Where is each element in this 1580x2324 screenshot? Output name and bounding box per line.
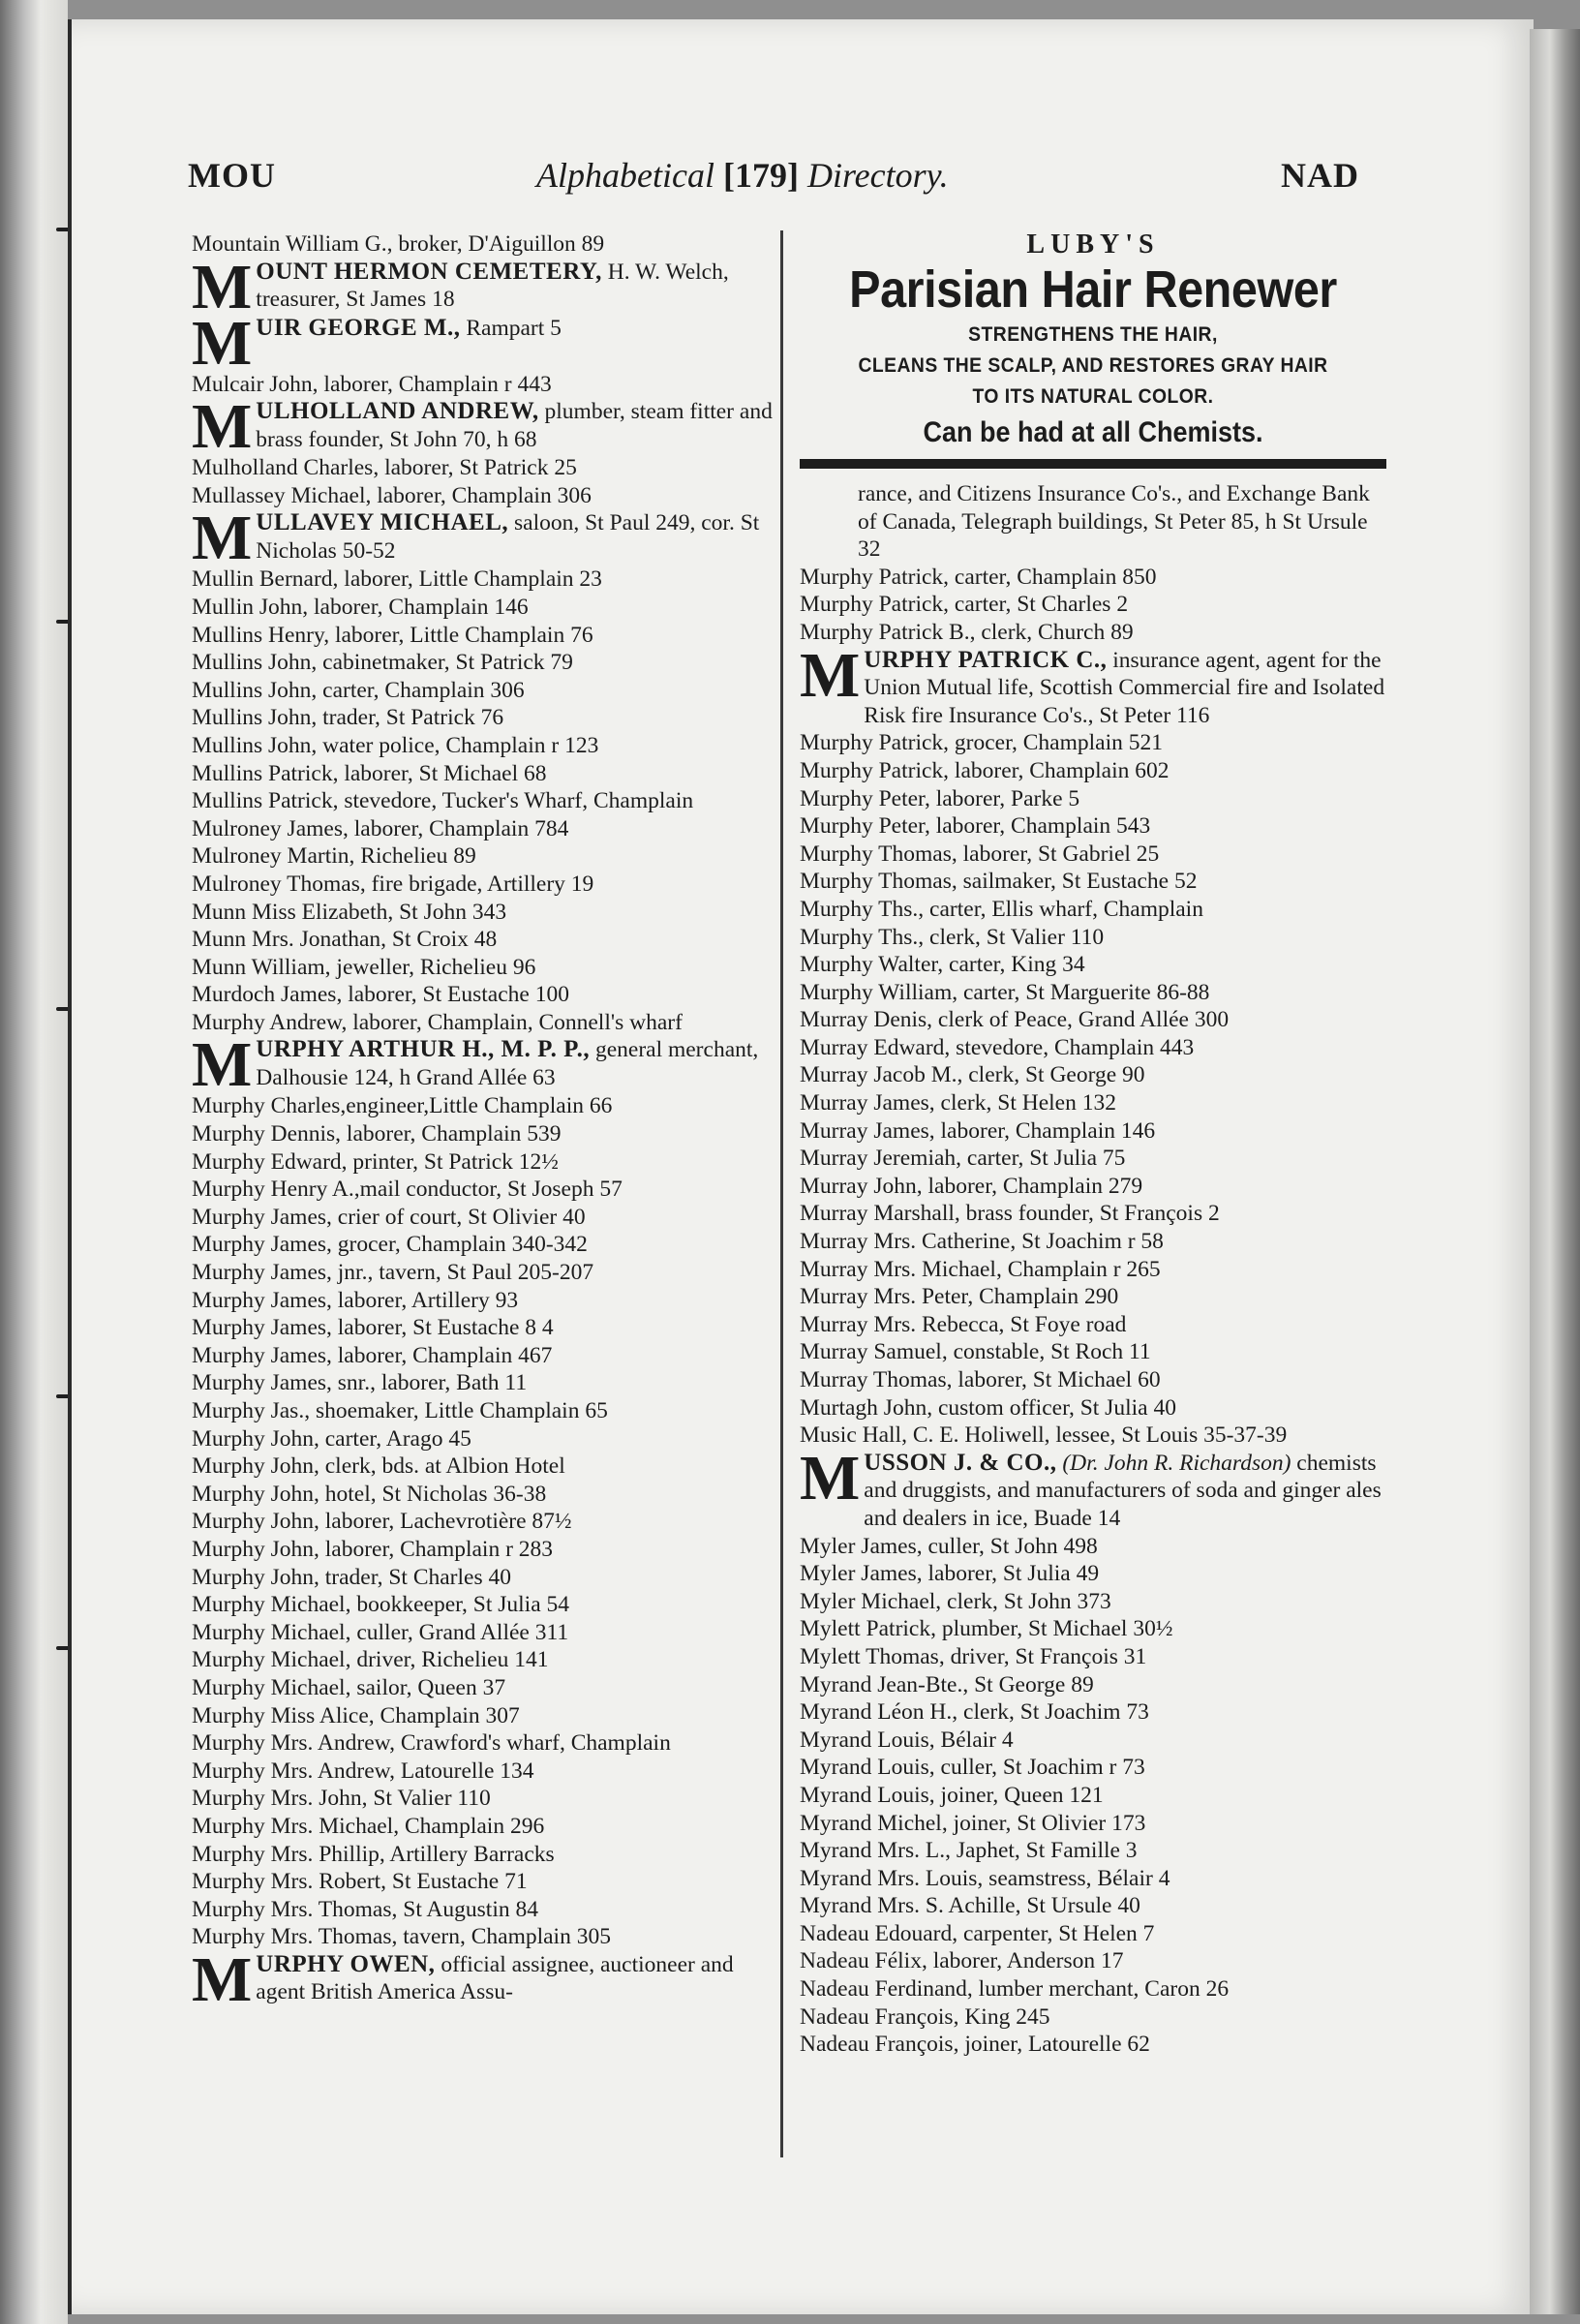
directory-entry: Murphy James, laborer, St Eustache 8 4 — [192, 1315, 554, 1341]
directory-entry: Myrand Jean-Bte., St George 89 — [800, 1671, 1094, 1697]
directory-entry: Murphy Mrs. Phillip, Artillery Barracks — [192, 1841, 555, 1867]
directory-entry: Murphy Patrick, grocer, Champlain 521 — [800, 730, 1163, 756]
directory-entry: Murphy Ths., carter, Ellis wharf, Champlain — [800, 896, 1203, 922]
display-details: general merchant, Dalhousie 124, h Grand Allée 63 — [256, 1037, 759, 1091]
directory-entry: Myrand Mrs. Louis, seamstress, Bélair 4 — [800, 1865, 1170, 1891]
directory-entry: Nadeau Edouard, carpenter, St Helen 7 — [800, 1920, 1155, 1946]
directory-entry: Murphy James, laborer, Champlain 467 — [192, 1342, 553, 1368]
directory-entry: Murray Mrs. Michael, Champlain r 265 — [800, 1256, 1161, 1282]
directory-entry: Munn William, jeweller, Richelieu 96 — [192, 954, 536, 980]
display-italic: (Dr. John R. Richardson) — [1056, 1450, 1291, 1476]
directory-entry: Murray James, laborer, Champlain 146 — [800, 1117, 1156, 1144]
directory-entry: Mullins John, water police, Champlain r 123 — [192, 732, 599, 758]
directory-entry: Myrand Mrs. S. Achille, St Ursule 40 — [800, 1893, 1140, 1919]
directory-entry: Murphy James, laborer, Artillery 93 — [192, 1287, 519, 1313]
directory-entry: Mullins Patrick, laborer, St Michael 68 — [192, 760, 547, 786]
directory-entry: Murphy Edward, printer, St Patrick 12½ — [192, 1148, 559, 1175]
display-initial: M — [192, 1943, 253, 2015]
directory-entry: Murphy Mrs. Thomas, St Augustin 84 — [192, 1896, 538, 1922]
directory-entry: rance, and Citizens Insurance Co's., and Exchange Bank of Canada, Telegraph buildings, St Peter 85, h St Ursule 32 — [858, 481, 1370, 563]
display-details: H. W. Welch, treasurer, St James 18 — [256, 259, 729, 313]
display-name: URPHY OWEN, — [256, 1950, 436, 1977]
directory-entry: Murphy Walter, carter, King 34 — [800, 952, 1085, 978]
display-initial: M — [800, 1442, 861, 1514]
directory-entry: Murphy Patrick, laborer, Champlain 602 — [800, 757, 1170, 783]
ad-rule — [800, 459, 1386, 469]
display-entry — [192, 251, 784, 322]
directory-entry: Murphy John, trader, St Charles 40 — [192, 1564, 511, 1590]
directory-entry: Murray Mrs. Catherine, St Joachim r 58 — [800, 1229, 1164, 1255]
directory-entry: Murphy John, hotel, St Nicholas 36-38 — [192, 1481, 547, 1507]
directory-entry: Mullin John, laborer, Champlain 146 — [192, 594, 529, 620]
header-title-pre: Alphabetical — [536, 156, 714, 195]
running-header — [188, 155, 1359, 213]
ad-brand: LUBY'S — [1026, 230, 1160, 260]
directory-entry: Murphy John, laborer, Champlain r 283 — [192, 1536, 554, 1562]
directory-entry: Murray Jacob M., clerk, St George 90 — [800, 1062, 1145, 1088]
directory-entry: Myrand Mrs. L., Japhet, St Famille 3 — [800, 1838, 1138, 1864]
directory-entry: Murray Jeremiah, carter, St Julia 75 — [800, 1146, 1126, 1172]
directory-entry: Murtagh John, custom officer, St Julia 40 — [800, 1394, 1176, 1421]
directory-entry: Murphy Peter, laborer, Champlain 543 — [800, 813, 1151, 840]
directory-entry: Myrand Louis, Bélair 4 — [800, 1727, 1014, 1753]
directory-entry: Murphy Ths., clerk, St Valier 110 — [800, 924, 1105, 950]
directory-entry: Murphy Thomas, sailmaker, St Eustache 52 — [800, 869, 1198, 895]
ad-line-1: STRENGTHENS THE HAIR, — [968, 323, 1218, 346]
directory-entry: Myler James, laborer, St Julia 49 — [800, 1561, 1100, 1587]
directory-entry: Myler James, culler, St John 498 — [800, 1533, 1098, 1559]
display-entry — [192, 1029, 784, 1101]
header-title — [536, 155, 949, 196]
directory-entry: Mulroney Martin, Richelieu 89 — [192, 843, 476, 870]
directory-entry: Myrand Louis, joiner, Queen 121 — [800, 1782, 1104, 1808]
directory-entry: Murphy Charles,engineer,Little Champlain 66 — [192, 1093, 613, 1119]
display-entry — [192, 307, 784, 379]
directory-entry: Murray Samuel, constable, St Roch 11 — [800, 1339, 1151, 1365]
directory-entry: Mountain William G., broker, D'Aiguillon 89 — [192, 231, 605, 257]
directory-entry: Mullins Patrick, stevedore, Tucker's Wharf, Champlain — [192, 788, 694, 814]
directory-entry: Mulholland Charles, laborer, St Patrick 25 — [192, 455, 577, 481]
directory-entry: Mulroney James, laborer, Champlain 784 — [192, 815, 569, 841]
display-name: UIR GEORGE M., — [256, 314, 461, 341]
directory-entry: Mulroney Thomas, fire brigade, Artillery 19 — [192, 871, 594, 897]
directory-entry: Murphy Henry A.,mail conductor, St Joseph 57 — [192, 1177, 623, 1203]
directory-entry: Murphy Mrs. Thomas, tavern, Champlain 305 — [192, 1924, 611, 1950]
ad-line-3: TO ITS NATURAL COLOR. — [972, 385, 1214, 408]
directory-entry: Murray Denis, clerk of Peace, Grand Allée 300 — [800, 1007, 1230, 1033]
left-column — [192, 230, 784, 2177]
directory-entry: Murphy Miss Alice, Champlain 307 — [192, 1702, 520, 1728]
page-number: [179] — [722, 156, 799, 195]
directory-entry: Murphy William, carter, St Marguerite 86-88 — [800, 979, 1210, 1005]
directory-entry: Murphy Patrick B., clerk, Church 89 — [800, 619, 1134, 645]
right-column — [800, 230, 1386, 2177]
directory-entry: Murphy Andrew, laborer, Champlain, Connell's wharf — [192, 1009, 683, 1035]
directory-entry: Myler Michael, clerk, St John 373 — [800, 1588, 1111, 1614]
directory-entry: Murphy James, crier of court, St Olivier 40 — [192, 1204, 586, 1230]
display-details: chemists and druggists, and manufacturers of soda and ginger ales and dealers in ice, Buade 14 — [864, 1450, 1382, 1531]
directory-entry: Myrand Michel, joiner, St Olivier 173 — [800, 1810, 1146, 1836]
directory-entry: Myrand Léon H., clerk, St Joachim 73 — [800, 1699, 1149, 1726]
ad-call-to-action: Can be had at all Chemists. — [923, 416, 1263, 448]
display-entry — [192, 391, 784, 463]
display-entry — [192, 1943, 784, 2015]
display-details: Rampart 5 — [460, 315, 562, 341]
display-initial: M — [192, 251, 253, 322]
display-entry — [800, 1442, 1386, 1533]
directory-entry: Mullins Henry, laborer, Little Champlain 76 — [192, 622, 593, 648]
directory-entry: Myrand Louis, culler, St Joachim r 73 — [800, 1755, 1145, 1781]
directory-entry: Mullins John, trader, St Patrick 76 — [192, 705, 504, 731]
display-name: ULLAVEY MICHAEL, — [256, 509, 509, 536]
right-column-entries — [800, 480, 1386, 2059]
directory-entry: Murphy Dennis, laborer, Champlain 539 — [192, 1121, 562, 1147]
display-details: plumber, steam fitter and brass founder, St John 70, h 68 — [256, 399, 773, 452]
header-guide-right: NAD — [1281, 156, 1359, 195]
ad-title: Parisian Hair Renewer — [849, 260, 1337, 319]
directory-entry: Mylett Thomas, driver, St François 31 — [800, 1643, 1147, 1669]
directory-entry: Mullins John, cabinetmaker, St Patrick 79 — [192, 650, 573, 676]
directory-entry: Murphy Mrs. Andrew, Crawford's wharf, Champlain — [192, 1730, 671, 1757]
column-divider — [780, 230, 783, 2157]
display-name: URPHY PATRICK C., — [864, 646, 1108, 673]
display-initial: M — [192, 1029, 253, 1101]
directory-entry: Nadeau François, King 245 — [800, 2003, 1050, 2030]
directory-entry: Nadeau Félix, laborer, Anderson 17 — [800, 1948, 1124, 1974]
directory-entry: Murphy John, laborer, Lachevrotière 87½ — [192, 1509, 572, 1535]
advertisement — [800, 230, 1386, 469]
display-initial: M — [192, 503, 253, 574]
directory-entry: Murphy Patrick, carter, Champlain 850 — [800, 564, 1157, 590]
directory-entry: Murphy Mrs. Michael, Champlain 296 — [192, 1813, 545, 1839]
directory-entry: Murphy Patrick, carter, St Charles 2 — [800, 592, 1129, 618]
directory-entry: Munn Mrs. Jonathan, St Croix 48 — [192, 927, 498, 953]
directory-entry: Mulcair John, laborer, Champlain r 443 — [192, 371, 552, 397]
directory-entry: Murphy Jas., shoemaker, Little Champlain 65 — [192, 1398, 608, 1423]
directory-entry: Murphy John, clerk, bds. at Albion Hotel — [192, 1453, 565, 1480]
ad-line-2: CLEANS THE SCALP, AND RESTORES GRAY HAIR — [858, 354, 1328, 377]
directory-entry: Music Hall, C. E. Holiwell, lessee, St Louis 35-37-39 — [800, 1422, 1288, 1449]
directory-entry: Murray James, clerk, St Helen 132 — [800, 1090, 1116, 1116]
directory-entry: Nadeau Ferdinand, lumber merchant, Caron 26 — [800, 1976, 1230, 2003]
book-spine — [0, 0, 68, 2324]
directory-entry: Murphy John, carter, Arago 45 — [192, 1425, 471, 1452]
display-name: URPHY ARTHUR H., M. P. P., — [256, 1036, 591, 1063]
directory-entry: Murphy Thomas, laborer, St Gabriel 25 — [800, 841, 1160, 867]
display-details: saloon, St Paul 249, cor. St Nicholas 50-52 — [256, 510, 760, 564]
display-entry — [800, 639, 1386, 730]
display-initial: M — [192, 391, 253, 463]
directory-entry: Murphy Mrs. John, St Valier 110 — [192, 1786, 491, 1812]
directory-entry: Murphy Michael, sailor, Queen 37 — [192, 1674, 506, 1700]
directory-entry: Murphy Michael, bookkeeper, St Julia 54 — [192, 1592, 569, 1618]
directory-entry: Murray Mrs. Rebecca, St Foye road — [800, 1311, 1127, 1337]
display-initial: M — [192, 307, 253, 379]
directory-entry: Munn Miss Elizabeth, St John 343 — [192, 899, 507, 925]
directory-entry: Mylett Patrick, plumber, St Michael 30½ — [800, 1616, 1173, 1642]
directory-entry: Nadeau François, joiner, Latourelle 62 — [800, 2032, 1150, 2058]
directory-entry: Murray Marshall, brass founder, St François 2 — [800, 1201, 1220, 1227]
header-guide-left: MOU — [188, 156, 276, 195]
directory-entry: Mullassey Michael, laborer, Champlain 306 — [192, 482, 592, 508]
directory-entry: Murphy Michael, driver, Richelieu 141 — [192, 1647, 549, 1673]
directory-entry: Murphy James, grocer, Champlain 340-342 — [192, 1232, 588, 1258]
directory-entry: Murdoch James, laborer, St Eustache 100 — [192, 982, 569, 1008]
directory-entry: Murray Thomas, laborer, St Michael 60 — [800, 1367, 1161, 1392]
display-entry — [192, 503, 784, 574]
display-name: USSON J. & CO., — [864, 1449, 1057, 1476]
page-edge — [1530, 29, 1580, 2314]
directory-entry: Murphy Michael, culler, Grand Allée 311 — [192, 1619, 569, 1645]
directory-entry: Murphy Mrs. Andrew, Latourelle 134 — [192, 1758, 534, 1784]
display-details: insurance agent, agent for the Union Mutual life, Scottish Commercial fire and Isolated Risk fire Insurance Co's., St Peter 116 — [864, 647, 1385, 728]
header-title-post: Directory. — [806, 156, 949, 195]
display-name: OUNT HERMON CEMETERY, — [256, 258, 602, 285]
directory-entry: Murray Mrs. Peter, Champlain 290 — [800, 1284, 1119, 1310]
directory-entry: Murphy James, snr., laborer, Bath 11 — [192, 1370, 528, 1396]
directory-entry: Murray John, laborer, Champlain 279 — [800, 1173, 1143, 1199]
display-initial: M — [800, 639, 861, 711]
display-details: official assignee, auctioneer and agent British America Assu- — [256, 1951, 734, 2005]
directory-entry: Murphy James, jnr., tavern, St Paul 205-207 — [192, 1260, 594, 1286]
directory-entry: Murphy Mrs. Robert, St Eustache 71 — [192, 1869, 528, 1895]
directory-entry: Murray Edward, stevedore, Champlain 443 — [800, 1034, 1195, 1060]
directory-entry: Mullin Bernard, laborer, Little Champlain 23 — [192, 566, 602, 593]
display-name: ULHOLLAND ANDREW, — [256, 398, 539, 425]
directory-entry: Murphy Peter, laborer, Parke 5 — [800, 785, 1080, 811]
directory-entry: Mullins John, carter, Champlain 306 — [192, 677, 525, 703]
